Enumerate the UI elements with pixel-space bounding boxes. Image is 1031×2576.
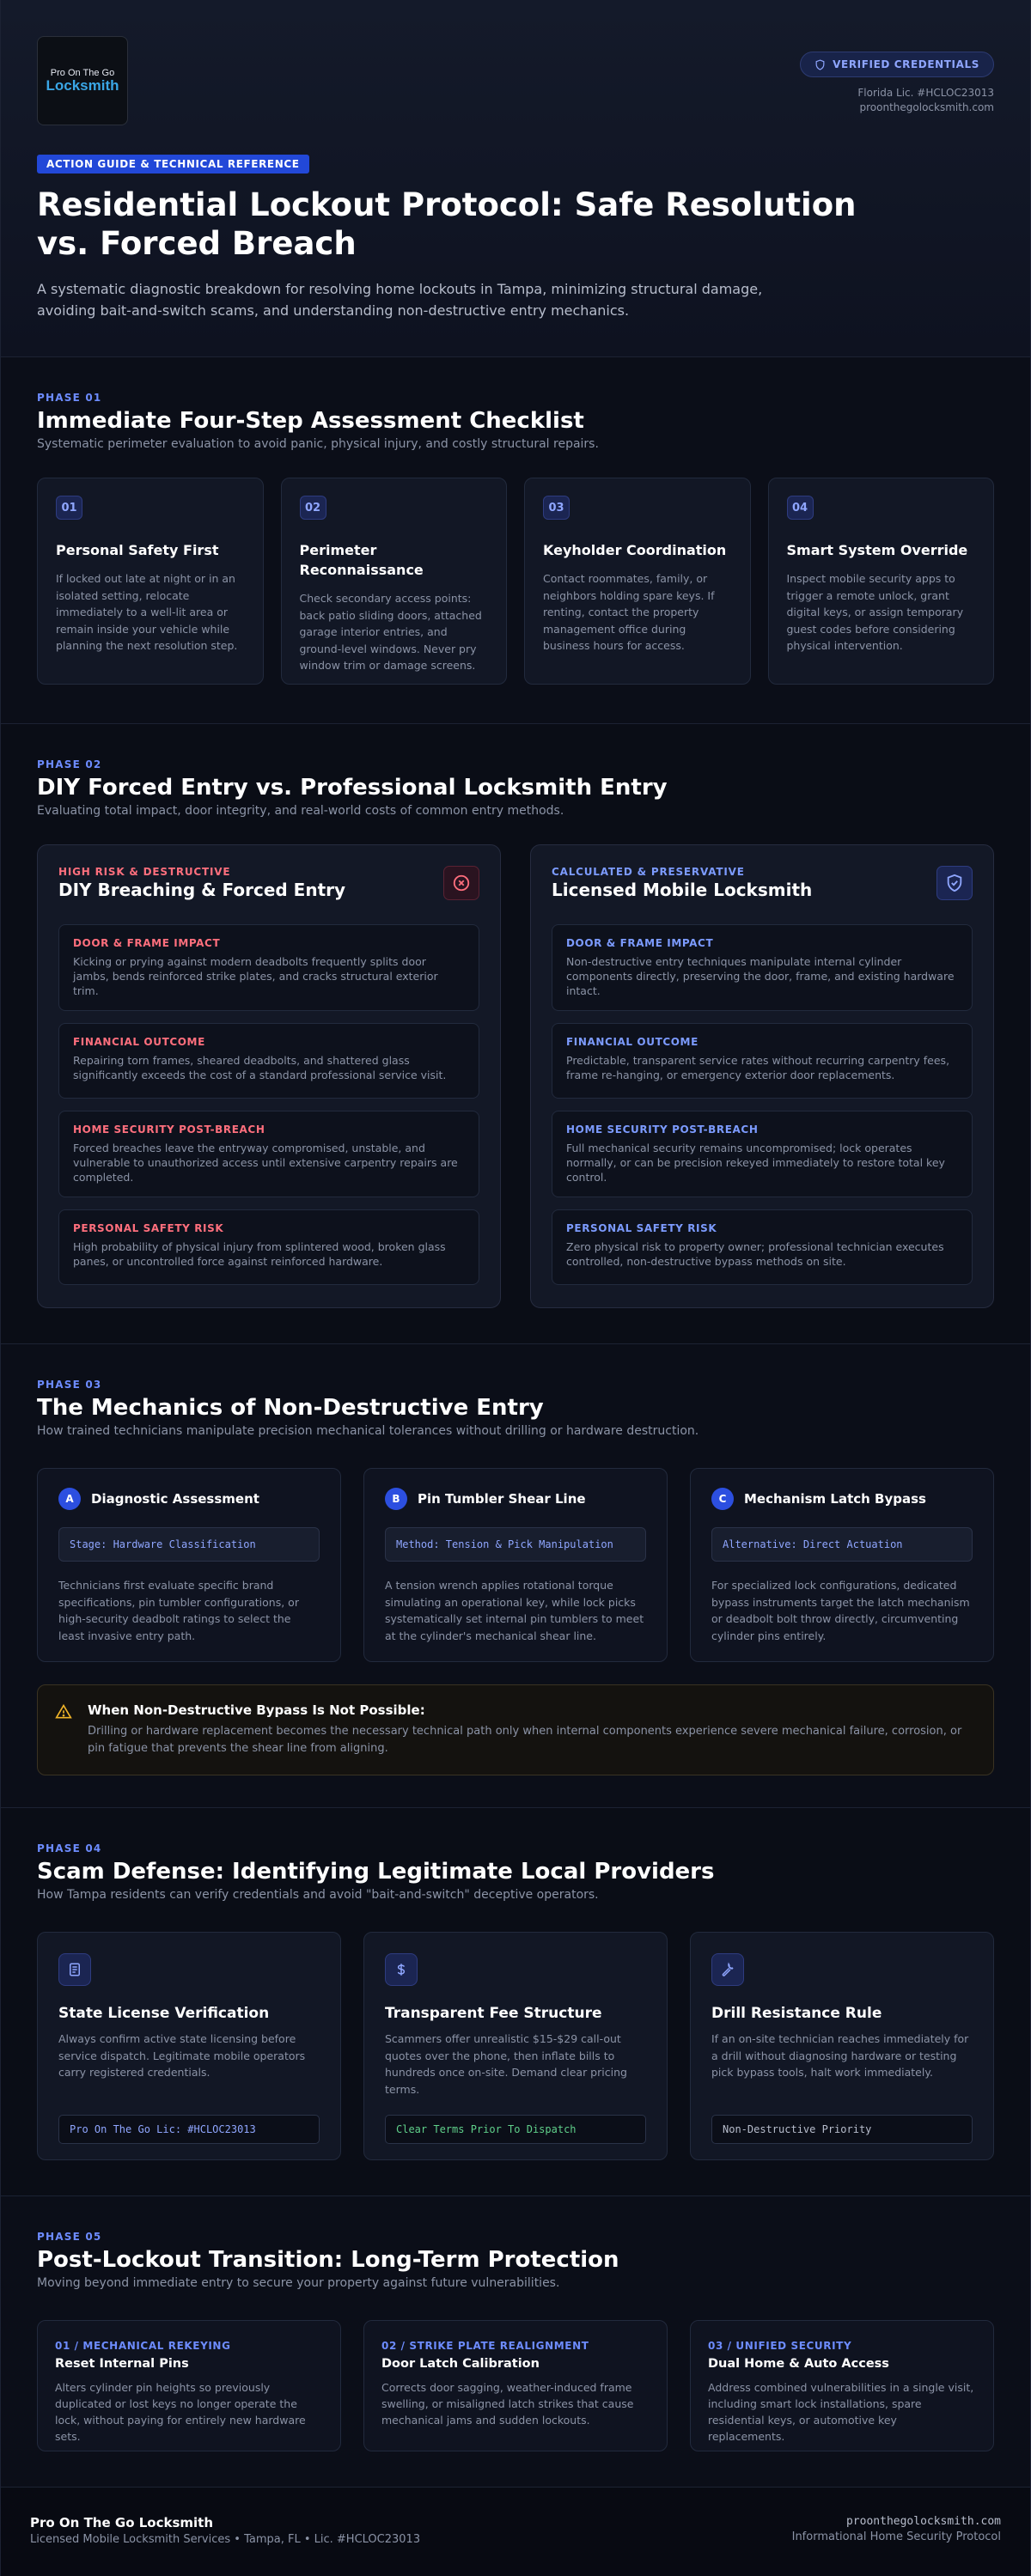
- wrench-icon: [711, 1953, 744, 1986]
- scam-defense-card: [37, 1932, 341, 2160]
- method-code: Method: Tension & Pick Manipulation: [385, 1527, 646, 1562]
- item-text: High probability of physical injury from splintered wood, broken glass panes, or uncontrolled force against reinforced hardware.: [73, 1240, 446, 1268]
- protection-kicker: 03 / UNIFIED SECURITY: [708, 2340, 852, 2352]
- mechanics-card: [690, 1468, 994, 1662]
- step-number: 02: [300, 496, 326, 520]
- phase-3-section: [1, 1344, 1030, 1808]
- protection-cards: [37, 2320, 994, 2451]
- step-number: 04: [787, 496, 814, 520]
- step-text: Check secondary access points: back patio sliding doors, attached garage interior entries, and ground-level windows. Never pry window trim or damage screens.: [299, 592, 482, 672]
- pro-kicker: CALCULATED & PRESERVATIVE: [552, 866, 745, 878]
- diy-entry-panel: [37, 844, 501, 1308]
- step-letter: A: [58, 1488, 81, 1510]
- step-title: Personal Safety First: [56, 542, 219, 558]
- license-code: Pro On The Go Lic: #HCLOC23013: [58, 2115, 320, 2144]
- step-letter: C: [711, 1488, 734, 1510]
- verified-label: VERIFIED CREDENTIALS: [833, 58, 979, 70]
- footer-company-name: Pro On The Go Locksmith: [30, 2515, 213, 2530]
- diy-items: [58, 924, 479, 1285]
- protection-card: [690, 2320, 994, 2451]
- section-title: Post-Lockout Transition: Long-Term Protection: [37, 2247, 619, 2273]
- step-letter: B: [385, 1488, 407, 1510]
- section-subtitle: Moving beyond immediate entry to secure your property against future vulnerabilities.: [37, 2276, 560, 2290]
- footer-right: [792, 2515, 1001, 2549]
- mechanics-cards: [37, 1468, 994, 1662]
- item-label: PERSONAL SAFETY RISK: [73, 1222, 224, 1234]
- step-card: [37, 478, 264, 685]
- locksmith-entry-panel: [530, 844, 994, 1308]
- logo-top-text: Pro On The Go: [50, 68, 115, 78]
- logo-main-text: Locksmith: [46, 77, 119, 94]
- section-title: Immediate Four-Step Assessment Checklist: [37, 408, 584, 434]
- pro-items: [552, 924, 973, 1285]
- step-number: 03: [543, 496, 570, 520]
- pro-item: [552, 924, 973, 1011]
- item-label: FINANCIAL OUTCOME: [73, 1036, 205, 1048]
- phase-4-section: [1, 1808, 1030, 2196]
- diy-title: DIY Breaching & Forced Entry: [58, 880, 346, 900]
- page-footer: [1, 2488, 1030, 2576]
- item-text: Forced breaches leave the entryway compromised, unstable, and vulnerable to unauthorized access until extensive carpentry repairs are completed.: [73, 1142, 458, 1184]
- step-card: [281, 478, 508, 685]
- step-title: Keyholder Coordination: [543, 542, 727, 558]
- protection-title: Dual Home & Auto Access: [708, 2357, 889, 2371]
- diy-item: [58, 1209, 479, 1285]
- scam-title: State License Verification: [58, 2005, 270, 2022]
- scam-text: If an on-site technician reaches immediately for a drill without diagnosing hardware or testing pick bypass tools, halt work immediately.: [711, 2032, 969, 2079]
- mechanics-text: A tension wrench applies rotational torque simulating an operational key, while lock picks systematically set internal pin tumblers to meet at the cylinder's mechanical shear line.: [385, 1579, 644, 1642]
- protection-title: Door Latch Calibration: [381, 2357, 540, 2371]
- pricing-code: Clear Terms Prior To Dispatch: [385, 2115, 646, 2144]
- pro-item: [552, 1111, 973, 1197]
- method-code: Stage: Hardware Classification: [58, 1527, 320, 1562]
- step-card: [768, 478, 995, 685]
- shield-check-icon: [936, 866, 973, 900]
- warning-title: When Non-Destructive Bypass Is Not Possible:: [88, 1702, 425, 1718]
- item-label: PERSONAL SAFETY RISK: [566, 1222, 717, 1234]
- phase-5-section: [1, 2196, 1030, 2488]
- protection-kicker: 02 / STRIKE PLATE REALIGNMENT: [381, 2340, 589, 2352]
- protection-title: Reset Internal Pins: [55, 2357, 189, 2371]
- section-subtitle: How Tampa residents can verify credentials and avoid "bait-and-switch" deceptive operators.: [37, 1888, 599, 1902]
- step-card: [524, 478, 751, 685]
- phase-1-section: [1, 357, 1030, 724]
- pro-item: [552, 1209, 973, 1285]
- scam-title: Transparent Fee Structure: [385, 2005, 602, 2022]
- company-logo[interactable]: [37, 36, 128, 125]
- pro-title: Licensed Mobile Locksmith: [552, 880, 813, 900]
- item-label: DOOR & FRAME IMPACT: [73, 937, 221, 949]
- bypass-warning-box: [37, 1684, 994, 1775]
- step-text: Contact roommates, family, or neighbors holding spare keys. If renting, contact the property management office during business hours for access.: [543, 572, 715, 652]
- diy-item: [58, 1023, 479, 1099]
- diy-item: [58, 924, 479, 1011]
- protection-text: Alters cylinder pin heights so previously duplicated or lost keys no longer operate the lock, without paying for entirely new hardware sets.: [55, 2381, 306, 2443]
- protection-text: Corrects door sagging, weather-induced frame swelling, or misaligned latch strikes that cause mechanical jams and sudden lockouts.: [381, 2381, 634, 2427]
- license-number: Florida Lic. #HCLOC23013: [857, 87, 994, 99]
- footer-website-link[interactable]: proonthegolocksmith.com: [845, 2515, 1001, 2528]
- footer-protocol-label: Informational Home Security Protocol: [791, 2530, 1001, 2543]
- page-title: Residential Lockout Protocol: Safe Resolution vs. Forced Breach: [37, 186, 857, 262]
- mechanics-title: Pin Tumbler Shear Line: [418, 1491, 586, 1507]
- guide-type-badge: ACTION GUIDE & TECHNICAL REFERENCE: [37, 155, 309, 174]
- item-label: HOME SECURITY POST-BREACH: [73, 1124, 265, 1136]
- step-number: 01: [56, 496, 82, 520]
- protection-kicker: 01 / MECHANICAL REKEYING: [55, 2340, 231, 2352]
- mechanics-title: Diagnostic Assessment: [91, 1491, 259, 1507]
- phase-label: PHASE 01: [37, 392, 102, 404]
- phase-label: PHASE 05: [37, 2231, 102, 2243]
- mechanics-text: Technicians first evaluate specific brand specifications, pin tumbler configurations, or high-security deadbolt ratings to select the least invasive entry path.: [58, 1579, 299, 1642]
- phase-2-section: [1, 724, 1030, 1344]
- protection-text: Address combined vulnerabilities in a single visit, including smart lock installations, spare residential keys, or automotive key replacements.: [708, 2381, 974, 2443]
- protection-card: [37, 2320, 341, 2451]
- scam-defense-card: [690, 1932, 994, 2160]
- scam-text: Scammers offer unrealistic $15-$29 call-out quotes over the phone, then inflate bills to hundreds once on-site. Demand clear pricing terms.: [385, 2032, 627, 2096]
- priority-code: Non-Destructive Priority: [711, 2115, 973, 2144]
- page-subtitle: A systematic diagnostic breakdown for resolving home lockouts in Tampa, minimizing structural damage, avoiding bait-and-switch scams, and understanding non-destructive entry mechanics.: [37, 281, 763, 319]
- diy-kicker: HIGH RISK & DESTRUCTIVE: [58, 866, 231, 878]
- document-icon: [58, 1953, 91, 1986]
- pro-item: [552, 1023, 973, 1099]
- x-circle-icon: [443, 866, 479, 900]
- phase-label: PHASE 04: [37, 1842, 102, 1854]
- warning-text: Drilling or hardware replacement becomes the necessary technical path only when internal components experience severe mechanical failure, corrosion, or pin fatigue that prevents the shear line from aligning.: [88, 1725, 962, 1755]
- section-subtitle: Evaluating total impact, door integrity, and real-world costs of common entry methods.: [37, 804, 564, 818]
- item-text: Zero physical risk to property owner; professional technician executes controlled, non-destructive bypass methods on site.: [566, 1240, 944, 1268]
- mechanics-card: [363, 1468, 668, 1662]
- method-code: Alternative: Direct Actuation: [711, 1527, 973, 1562]
- section-title: The Mechanics of Non-Destructive Entry: [37, 1395, 544, 1421]
- dollar-icon: [385, 1953, 418, 1986]
- step-title: Perimeter Reconnaissance: [299, 542, 424, 578]
- header-meta: [857, 86, 994, 115]
- mechanics-card: [37, 1468, 341, 1662]
- step-text: If locked out late at night or in an isolated setting, relocate immediately to a well-lit area or remain inside your vehicle while planning the next resolution step.: [56, 572, 238, 652]
- scam-text: Always confirm active state licensing before service dispatch. Legitimate mobile operators carry registered credentials.: [58, 2032, 306, 2079]
- item-label: DOOR & FRAME IMPACT: [566, 937, 714, 949]
- item-text: Kicking or prying against modern deadbolts frequently splits door jambs, bends reinforced strike plates, and cracks structural exterior trim.: [73, 955, 438, 997]
- warning-icon: [55, 1703, 72, 1720]
- phase-label: PHASE 02: [37, 758, 102, 770]
- step-title: Smart System Override: [786, 542, 968, 558]
- verified-credentials-badge: [800, 52, 994, 77]
- footer-left: [30, 2515, 420, 2549]
- footer-meta: Licensed Mobile Locksmith Services • Tampa, FL • Lic. #HCLOC23013: [30, 2533, 421, 2546]
- website-link[interactable]: proonthegolocksmith.com: [859, 101, 994, 113]
- item-label: HOME SECURITY POST-BREACH: [566, 1124, 759, 1136]
- section-title: DIY Forced Entry vs. Professional Locksmith Entry: [37, 775, 668, 801]
- diy-item: [58, 1111, 479, 1197]
- mechanics-title: Mechanism Latch Bypass: [744, 1491, 926, 1507]
- section-title: Scam Defense: Identifying Legitimate Local Providers: [37, 1859, 715, 1885]
- step-text: Inspect mobile security apps to trigger a remote unlock, grant digital keys, or assign temporary guest codes before considering physical intervention.: [786, 572, 964, 652]
- section-subtitle: How trained technicians manipulate precision mechanical tolerances without drilling or hardware destruction.: [37, 1424, 699, 1438]
- item-text: Predictable, transparent service rates without recurring carpentry fees, frame re-hanging, or emergency exterior door replacements.: [566, 1054, 950, 1081]
- scam-title: Drill Resistance Rule: [711, 2005, 882, 2022]
- item-text: Non-destructive entry techniques manipulate internal cylinder components directly, preserving the door, frame, and existing hardware intact.: [566, 955, 955, 997]
- page-header: [1, 0, 1030, 357]
- phase-label: PHASE 03: [37, 1379, 102, 1391]
- item-text: Repairing torn frames, sheared deadbolts, and shattered glass significantly exceeds the cost of a standard professional service visit.: [73, 1054, 447, 1081]
- section-subtitle: Systematic perimeter evaluation to avoid panic, physical injury, and costly structural repairs.: [37, 437, 599, 451]
- scam-defense-cards: [37, 1932, 994, 2160]
- mechanics-text: For specialized lock configurations, dedicated bypass instruments target the latch mechanism or deadbolt bolt throw directly, circumventing cylinder pins entirely.: [711, 1579, 970, 1642]
- protection-card: [363, 2320, 668, 2451]
- assessment-steps: [37, 478, 994, 685]
- scam-defense-card: [363, 1932, 668, 2160]
- shield-icon: [814, 59, 826, 70]
- entry-comparison: [37, 844, 994, 1308]
- item-label: FINANCIAL OUTCOME: [566, 1036, 699, 1048]
- item-text: Full mechanical security remains uncompromised; lock operates normally, or can be precision rekeyed immediately to restore total key control.: [566, 1142, 945, 1184]
